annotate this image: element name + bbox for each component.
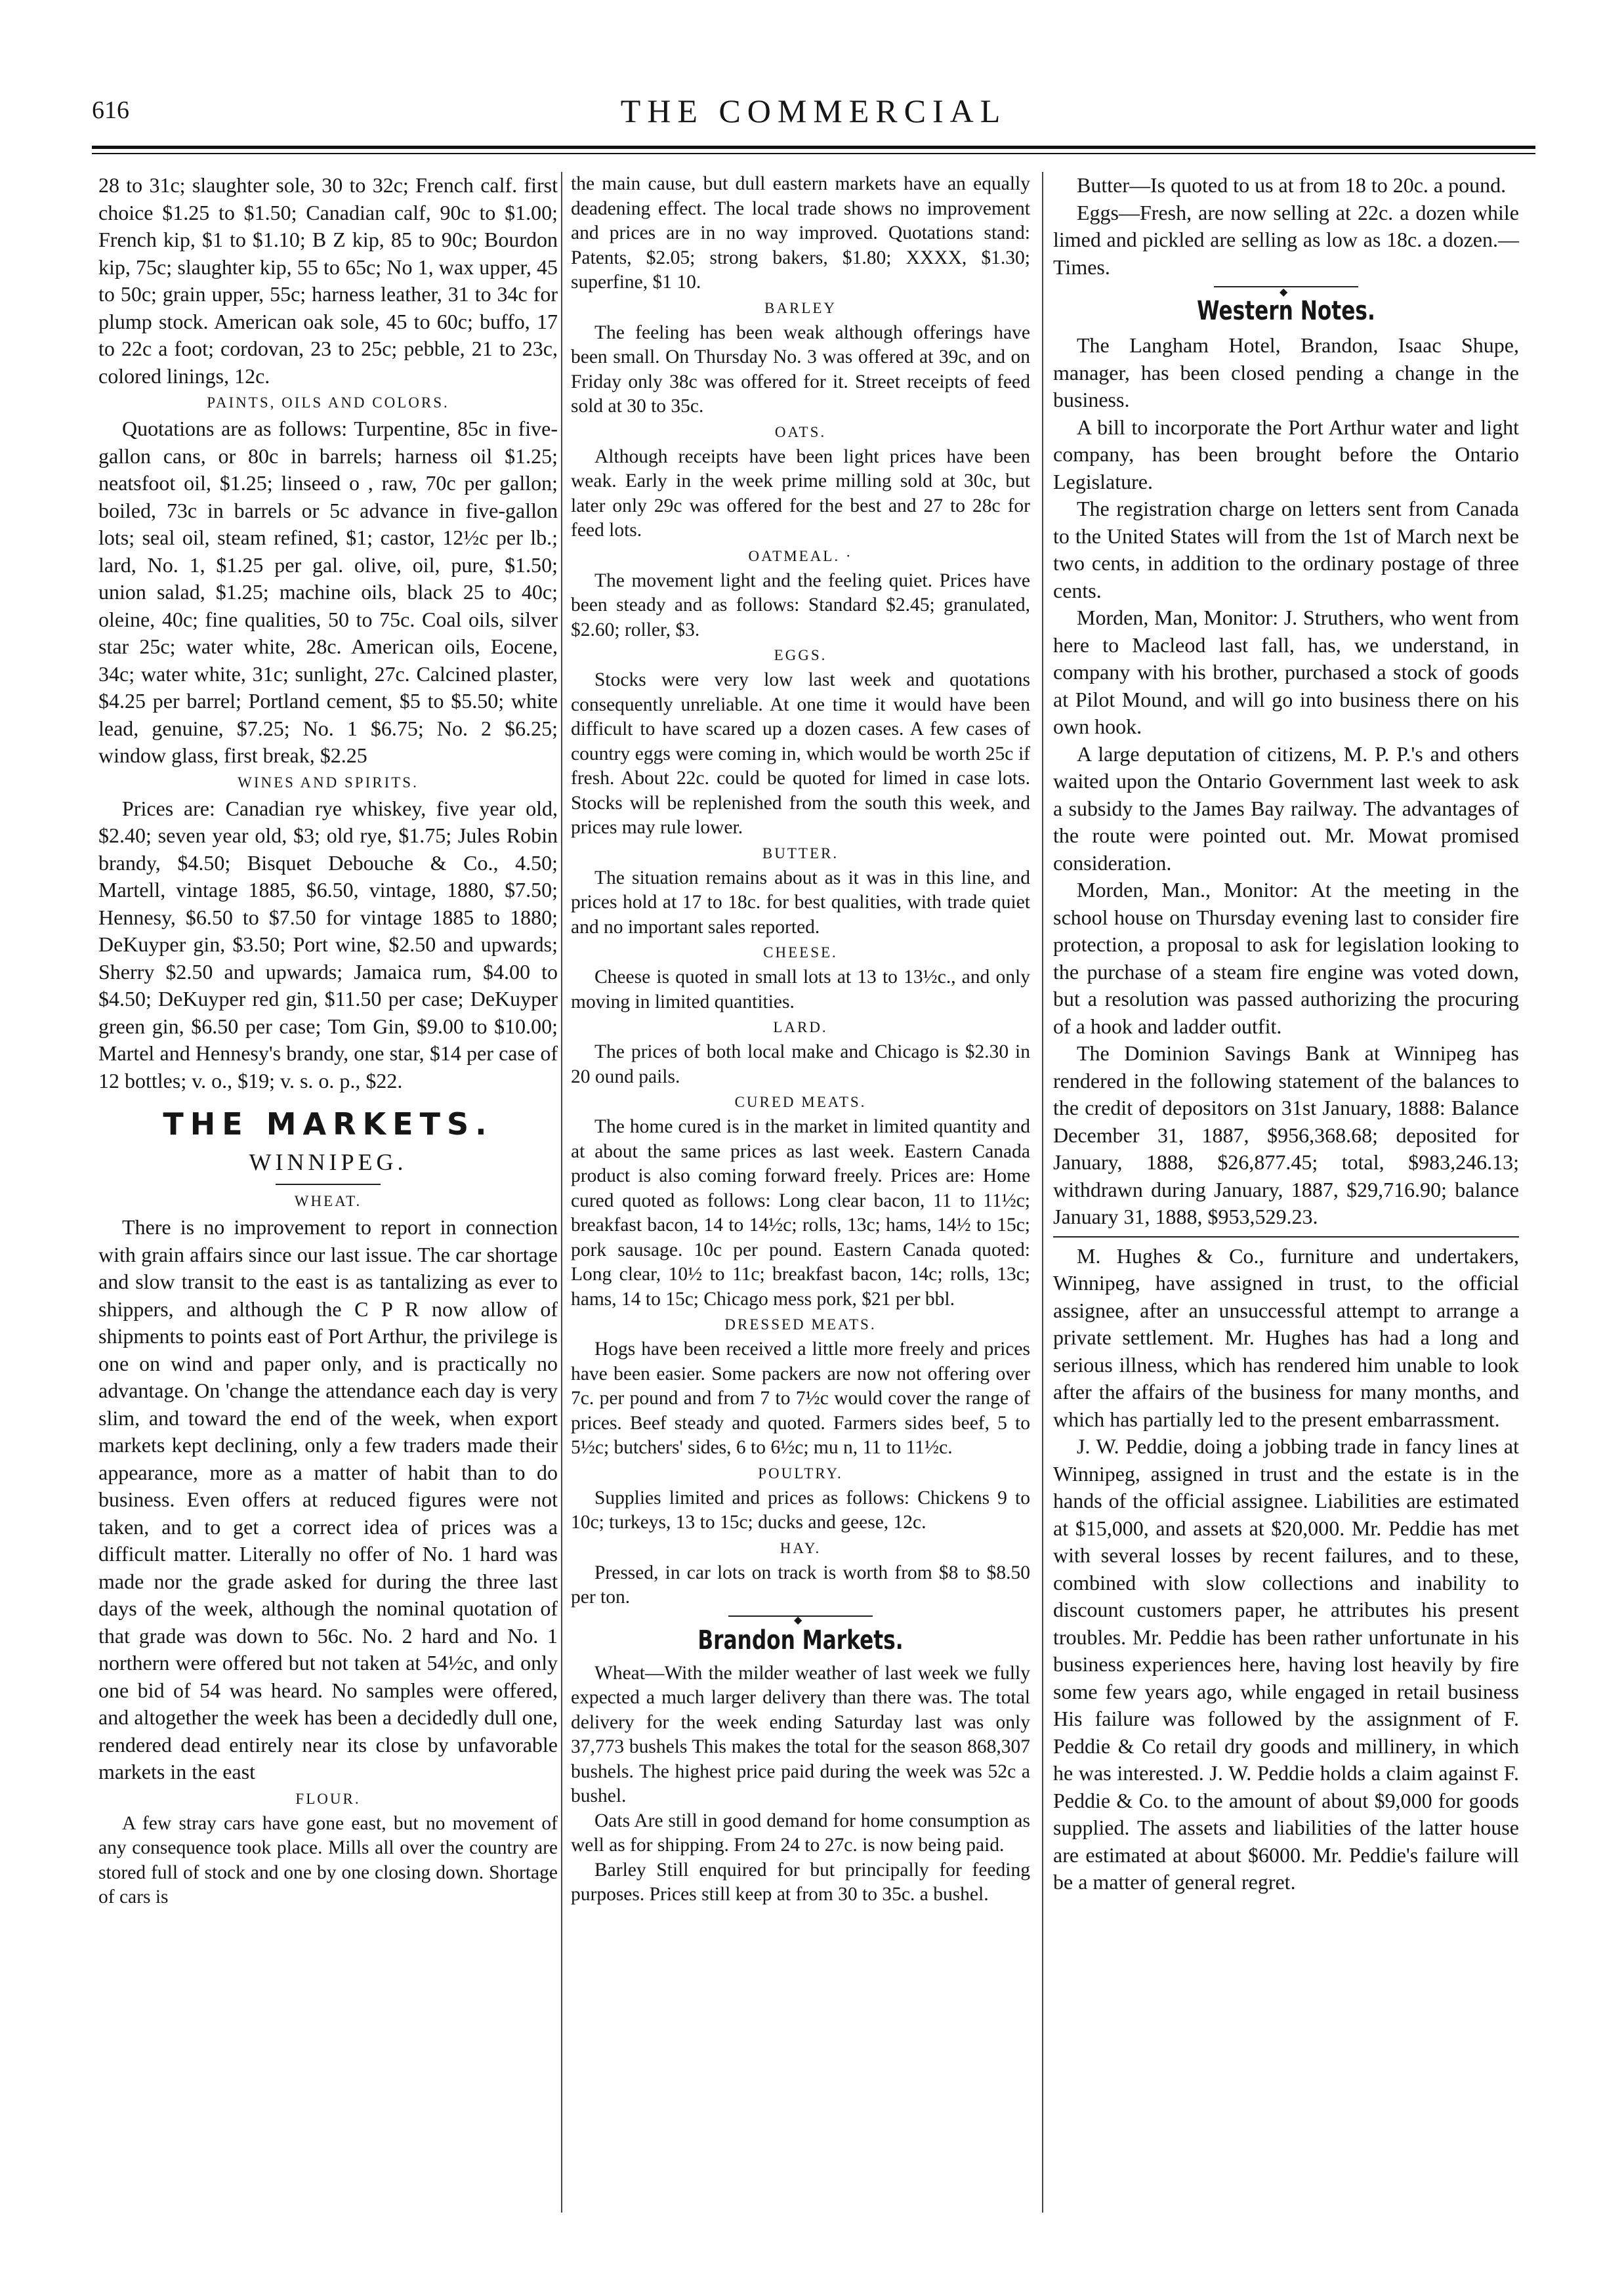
section-heading: EGGS. (774, 647, 827, 663)
section-heading: WINES AND SPIRITS. (238, 774, 419, 791)
section-heading: CHEESE. (763, 944, 838, 961)
section-heading: OATMEAL. · (748, 547, 853, 564)
brandon-eggs: Eggs—Fresh, are now selling at 22c. a dozen while limed and pickled are selling as low as 18c. a dozen.—Times. (1053, 200, 1519, 279)
section-heading: BUTTER. (762, 844, 839, 862)
poultry-report: Supplies limited and prices as follows: Chickens 9 to 10c; turkeys, 13 to 15c; ducks and geese, 12c. (571, 1487, 1030, 1533)
ornament-divider (1214, 286, 1358, 287)
section-heading: OATS. (774, 423, 827, 440)
section-heading: DRESSED MEATS. (724, 1316, 877, 1333)
column-2 (571, 172, 1030, 1907)
section-heading: FLOUR. (295, 1790, 361, 1807)
flour-report-cont: the main cause, but dull eastern markets have an equally deadening effect. The local trade shows no improvement and prices are in no way improved. Quotations stand: Patents, $2.05; strong bakers, $1.80; XXXX, $1.30; superfine, $1 10. (571, 173, 1030, 293)
divider (276, 1184, 381, 1185)
brandon-butter: Butter—Is quoted to us at from 18 to 20c. a pound. (1077, 173, 1507, 197)
leather-prices: 28 to 31c; slaughter sole, 30 to 32c; French calf. first choice $1.25 to $1.50; Canadian calf, 90c to $1.00; French kip, $1 to $1.10; B Z kip, 85 to 90c; Bourdon kip, 75c; slaughter kip, 55 to 65c; No 1, wax upper, 45 to 50c; grain upper, 55c; harness leather, 31 to 34c for plump stock. American oak sole, 45 to 60c; buffo, 17 to 22c a foot; cordovan, 23 to 25c; pebble, 21 to 23c, colored linings, 12c. (98, 173, 558, 388)
note-registration: The registration charge on letters sent from Canada to the United States will from the 1st of March next be two cents, in addition to the ordinary postage of three cents. (1053, 497, 1519, 602)
section-heading: CURED MEATS. (734, 1094, 867, 1110)
masthead-rule-thin (92, 153, 1535, 154)
note-peddie: J. W. Peddie, doing a jobbing trade in fancy lines at Winnipeg, assigned in trust and the estate is in the hands of the official assignee. Liabilities are estimated at $15,000, and assets at $20,000. Mr. Peddie has met with several losses by recent failures, and to these, combined with slow collections and inability to discount customers paper, he attributes his present troubles. Mr. Peddie has been rather unfortunate in his business experiences here, having lost heavily by fire some few years ago, while engaged in retail business His failure was followed by the assignment of F. Peddie & Co retail dry goods and millinery, in which he was interested. J. W. Peddie holds a claim against F. Peddie & Co. to the amount of about $9,000 for goods supplied. The assets and liabilities of the latter house are estimated at about $6000. Mr. Peddie's failure will be a matter of general regret. (1053, 1434, 1519, 1894)
masthead-rule (92, 146, 1535, 149)
dressed-meats-report: Hogs have been received a little more freely and prices have been easier. Some packers are now not offering over 7c. per pound and from 7 to 7½c would cover the range of prices. Beef steady and quoted. Farmers sides beef, 5 to 5½c; butchers' sides, 6 to 6½c; mu n, 11 to 11½c. (571, 1339, 1030, 1458)
column-1 (98, 172, 558, 1910)
brandon-wheat: Wheat—With the milder weather of last week we fully expected a much larger delivery than there was. The total delivery for the week ending Saturday last was only 37,773 bushels This makes the total for the season 868,307 bushels. The highest price paid during the week was 52c a bushel. (571, 1662, 1030, 1806)
section-heading: PAINTS, OILS AND COLORS. (207, 394, 449, 411)
note-port-arthur: A bill to incorporate the Port Arthur water and light company, has been brought before the Ontario Legislature. (1053, 415, 1519, 493)
masthead (92, 92, 1535, 144)
note-dominion-bank: The Dominion Savings Bank at Winnipeg has rendered in the following statement of the balances to the credit of depositors on 31st January, 1888: Balance December 31, 1887, $956,368.68; deposited for January, 1888, $26,877.45; total, $983,246.13; withdrawn during January, 1887, $29,716.90; balance January 31, 1888, $953,529.23. (1053, 1041, 1519, 1228)
hay-report: Pressed, in car lots on track is worth from $8 to $8.50 per ton. (571, 1562, 1030, 1608)
section-heading: POULTRY. (758, 1465, 843, 1482)
section-heading: BARLEY (764, 299, 837, 316)
eggs-report: Stocks were very low last week and quotations consequently unreliable. At one time it would have been difficult to have scared up a dozen cases. A few cases of country eggs were coming in, which would be worth 25c if fresh. About 22c. could be quoted for limed in case lots. Stocks will be replenished from the south this week, and prices may rule lower. (571, 669, 1030, 838)
note-morden-struthers: Morden, Man, Monitor: J. Struthers, who went from here to Macleod last fall, has, we understand, in company with his brother, purchased a stock of goods at Pilot Mound, and will go into business there on his own hook. (1053, 606, 1519, 738)
markets-heading: THE MARKETS. (163, 1106, 493, 1142)
section-rule (1053, 1236, 1519, 1238)
cheese-report: Cheese is quoted in small lots at 13 to 13½c., and only moving in limited quantities. (571, 967, 1030, 1012)
wines-prices: Prices are: Canadian rye whiskey, five year old, $2.40; seven year old, $3; old rye, $1.75; Jules Robin brandy, $4.50; Bisquet Debouche & Co., 4.50; Martell, vintage 1885, $6.50, vintage, 1880, $7.50; Hennesy, $6.50 to $7.50 for vintage 1885 to 1880; DeKuyper gin, $3.50; Port wine, $2.50 and upwards; Sherry $2.50 and upwards; Jamaica rum, $4.00 to $4.50; DeKuyper red gin, $11.50 per case; DeKuyper green gin, $6.50 per case; Tom Gin, $9.00 to $10.00; Martel and Hennesy's brandy, one star, $14 per case of 12 bottles; v. o., $19; v. s. o. p., $22. (98, 796, 558, 1093)
masthead-title: THE COMMERCIAL (620, 93, 1007, 129)
butter-report: The situation remains about as it was in this line, and prices hold at 17 to 18c. for best qualities, with trade quiet and no important sales reported. (571, 867, 1030, 938)
column-3 (1053, 172, 1519, 1896)
ornament-divider (728, 1615, 873, 1617)
brandon-oats: Oats Are still in good demand for home consumption as well as for shipping. From 24 to 27c. is now being paid. (571, 1810, 1030, 1856)
lard-report: The prices of both local make and Chicago is $2.30 in 20 ound pails. (571, 1041, 1030, 1087)
cured-meats-report: The home cured is in the market in limited quantity and at about the same prices as last week. Eastern Canada product is also coming forward freely. Prices are: Home cured quoted as follows: Long clear bacon, 11 to 11½c; breakfast bacon, 14 to 14½c; rolls, 13c; hams, 14½ to 15c; pork sausage. 10c per pound. Eastern Canada quoted: Long clear, 10½ to 11c; breakfast bacon, 14c; rolls, 13c; hams, 14 to 15c; Chicago mess pork, $21 per bbl. (571, 1116, 1030, 1310)
flour-report: A few stray cars have gone east, but no movement of any consequence took place. Mills all over the country are stored full of stock and one by one closing down. Shortage of cars is (98, 1812, 558, 1907)
brandon-heading: Brandon Markets. (697, 1625, 904, 1655)
wheat-report: There is no improvement to report in connection with grain affairs since our last issue. The car shortage and slow transit to the east is as tantalizing as ever to shippers, and although the C P R now allow of shipments to points east of Port Arthur, the privilege is one on wind and paper only, and is practically no advantage. On 'change the attendance each day is very slim, and toward the end of the week, when export markets kept declining, only a few traders made their appearance, more as a matter of habit than to do business. Even offers at reduced figures were not taken, and to get a correct idea of prices was a difficult matter. Literally no offer of No. 1 hard was made nor the grade asked for during the three last days of the week, although the nominal quotation of that grade was down to 56c. No. 2 hard and No. 1 northern were offered but not taken at 54½c, and only one bid of 54 was heard. No samples were offered, and altogether the week has been a decidedly dull one, rendered dead entirely near its close by unfavorable markets in the east (98, 1215, 558, 1783)
note-langham: The Langham Hotel, Brandon, Isaac Shupe, manager, has been closed pending a change in the business. (1053, 333, 1519, 411)
note-deputation: A large deputation of citizens, M. P. P.'s and others waited upon the Ontario Government last week to ask a subsidy to the James Bay railway. The advantages of the route were pointed out. Mr. Mowat promised consideration. (1053, 741, 1519, 875)
note-morden-fire: Morden, Man., Monitor: At the meeting in the school house on Thursday evening last to consider fire protection, a proposal to ask for legislation looking to the purchase of a steam fire engine was voted down, but a resolution was passed authorizing the procuring of a hook and ladder outfit. (1053, 878, 1519, 1038)
column-divider (1042, 172, 1043, 2213)
note-hughes: M. Hughes & Co., furniture and undertakers, Winnipeg, have assigned in trust, to the official assignee, after an unsuccessful attempt to arrange a private settlement. Mr. Hughes has had a long and serious illness, which has rendered him unable to look after the affairs of the business for many months, and which has partially led to the present embarrassment. (1053, 1243, 1519, 1431)
paints-prices: Quotations are as follows: Turpentine, 85c in five-gallon cans, or 80c in barrels; harness oil $1.25; neatsfoot oil, $1.25; linseed o , raw, 70c per gallon; boiled, 73c in barrels or 5c advance in five-gallon lots; seal oil, steam refined, $1; castor, 12½c per lb.; lard, No. 1, $1.25 per gal. olive, oil, pure, $1.50; union salad, $1.25; machine oils, black 25 to 40c; oleine, 40c; fine qualities, 50 to 75c. Coal oils, silver star 25c; water white, 28c. American oils, Eocene, 34c; water white, 31c; sunlight, 27c. Calcined plaster, $4.25 per barrel; Portland cement, $5 to $5.50; white lead, genuine, $7.25; No. 1 $6.75; No. 2 $6.25; window glass, first break, $2.25 (98, 417, 558, 767)
barley-report: The feeling has been weak although offerings have been small. On Thursday No. 3 was offered at 39c, and on Friday only 38c was offered for it. Street receipts of feed sold at 30 to 35c. (571, 322, 1030, 417)
section-heading: WHEAT. (294, 1193, 362, 1209)
brandon-barley: Barley Still enquired for but principally for feeding purposes. Prices still keep at from 30 to 35c. a bushel. (571, 1859, 1030, 1905)
section-heading: HAY. (780, 1539, 822, 1556)
oatmeal-report: The movement light and the feeling quiet. Prices have been steady and as follows: Standard $2.45; granulated, $2.60; roller, $3. (571, 570, 1030, 640)
oats-report: Although receipts have been light prices have been weak. Early in the week prime milling sold at 30c, but later only 29c was offered for the best and 27 to 28c for feed lots. (571, 446, 1030, 541)
winnipeg-heading: WINNIPEG. (249, 1149, 407, 1175)
column-divider (561, 172, 562, 2213)
page-number: 616 (92, 96, 129, 124)
section-heading: LARD. (773, 1019, 828, 1035)
western-notes-heading: Western Notes. (1197, 296, 1375, 326)
